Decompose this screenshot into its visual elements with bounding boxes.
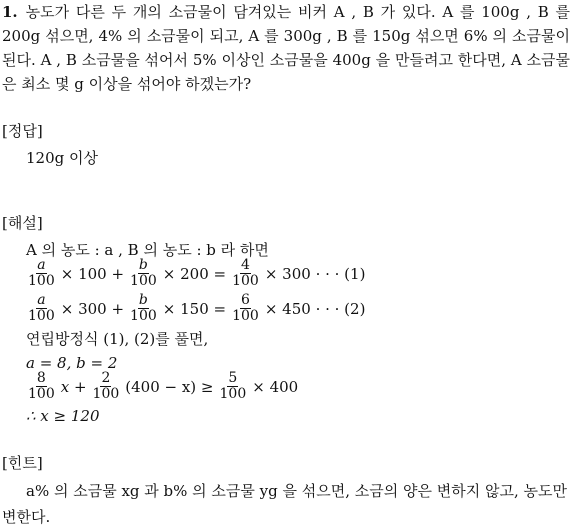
question-number: 1. [2, 3, 18, 21]
question-body: 농도가 다른 두 개의 소금물이 담겨있는 비커 A , B 가 있다. A 를 100g , B 를 200g 섞으면, 4% 의 소금물이 되고, A 를 300g , B 를 150g 섞으면 6% 의 소금물이 된다. A , B 소금물을 섞어서 5% 이상인 소금물을 400g 을 만들려고 한다면, A 소금물은 최소 몇 g 이상을 섞어야 하겠는가? [2, 3, 570, 93]
fraction: $\frac{a}{100}$ [28, 292, 55, 324]
equation-2: $\frac{a}{100}$ × 300 + $\frac{b}{100}$ × 150 = $\frac{6}{100}$ × 450 · · · (2) [28, 292, 366, 324]
hint-header: [힌트] [2, 454, 43, 472]
answer-value: 120g 이상 [26, 149, 98, 167]
question-text [2, 0, 570, 96]
explanation-line-1: A 의 농도 : a , B 의 농도 : b 라 하면 [26, 241, 269, 259]
fraction: $\frac{4}{100}$ [232, 257, 259, 289]
answer-header: [정답] [2, 122, 43, 140]
equation-3: $\frac{8}{100}$ x + $\frac{2}{100}$ (400 − x) ≥ $\frac{5}{100}$ × 400 [28, 370, 299, 402]
explanation-line-4: ∴ x ≥ 120 [26, 407, 100, 425]
fraction: $\frac{6}{100}$ [232, 292, 259, 324]
fraction: $\frac{b}{100}$ [130, 292, 157, 324]
explanation-line-2: 연립방정식 (1), (2)를 풀면, [26, 330, 209, 348]
explanation-header: [해설] [2, 214, 43, 232]
fraction: $\frac{a}{100}$ [28, 257, 55, 289]
hint-text: a% 의 소금물 xg 과 b% 의 소금물 yg 을 섞으면, 소금의 양은 변하지 않고, 농도만 변한다. [2, 482, 567, 526]
equation-1: $\frac{a}{100}$ × 100 + $\frac{b}{100}$ × 200 = $\frac{4}{100}$ × 300 · · · (1) [28, 257, 366, 289]
explanation-line-3: a = 8, b = 2 [26, 354, 118, 372]
fraction: $\frac{5}{100}$ [219, 370, 247, 402]
fraction: $\frac{8}{100}$ [28, 370, 55, 402]
fraction: $\frac{b}{100}$ [130, 257, 157, 289]
fraction: $\frac{2}{100}$ [92, 370, 120, 402]
